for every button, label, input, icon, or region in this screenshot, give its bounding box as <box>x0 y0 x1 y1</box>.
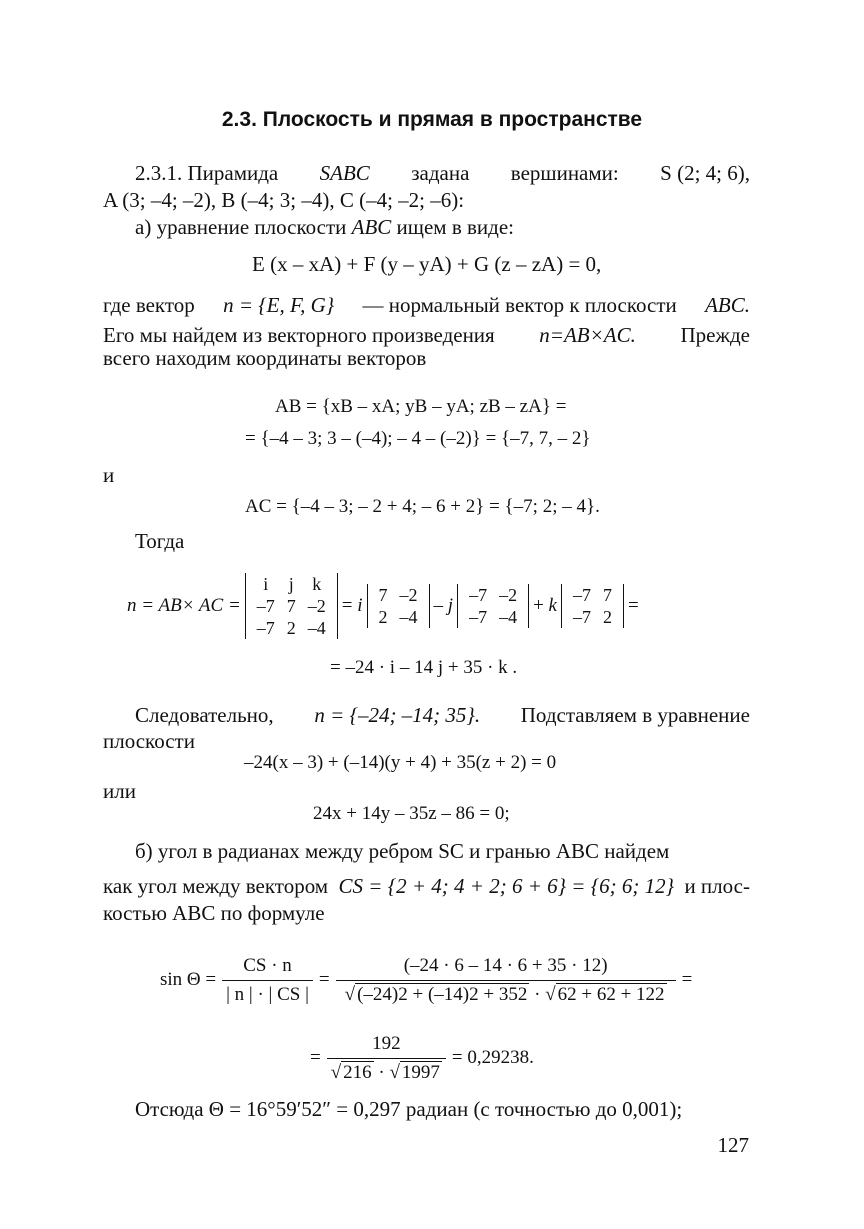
sine-formula <box>160 940 692 1020</box>
minor-cell: 2 <box>602 607 612 627</box>
minor-cell: –7 <box>469 585 488 605</box>
fraction-2-denominator: √ (–24)2 + (–14)2 + 352 · √ 62 + 62 + 122 <box>344 983 665 1005</box>
fraction-1-numerator: CS · n <box>222 955 313 981</box>
sine-fraction-1 <box>222 955 313 1006</box>
sine-lhs: sin Θ = <box>160 969 217 990</box>
problem-line-1 <box>135 160 750 187</box>
conjunction-and: и <box>103 463 115 487</box>
eq-sign: = <box>318 969 330 990</box>
minor-cell: 7 <box>378 585 388 605</box>
det-cell: i <box>263 574 269 594</box>
sine-value: = 0,29238. <box>451 1047 534 1068</box>
minor-cell: –4 <box>399 607 418 627</box>
sine-result <box>310 1028 534 1088</box>
normal-vector-def: n = {E, F, G} <box>223 293 335 317</box>
cross-product-expr: n=AB×AC. <box>539 323 636 347</box>
vector-ab-value: = {–4 – 3; 3 – (–4); – 4 – (–2)} = {–7, 7, – 2} <box>245 428 591 449</box>
minor-cell: –4 <box>499 607 518 627</box>
text-substitute: Подставляем в уравнение <box>520 703 750 727</box>
det-cell: –7 <box>256 618 275 638</box>
text-therefore: Следовательно, <box>135 703 274 727</box>
det-cell: 7 <box>286 596 296 616</box>
problem-line-3 <box>135 214 514 241</box>
plane-final-equation: 24x + 14y – 35z – 86 = 0; <box>313 803 510 824</box>
word-given: задана <box>411 161 470 185</box>
page-number: 127 <box>717 1133 749 1157</box>
det-cell: k <box>312 574 322 594</box>
section-heading: 2.3. Плоскость и прямая в пространстве <box>221 108 643 131</box>
text-line-normal-vector <box>103 292 750 319</box>
text-plane: плоскости <box>103 729 195 753</box>
sqrt-1997: √ 1997 <box>389 1061 440 1083</box>
det-cell: –7 <box>256 596 275 616</box>
normal-vector-value: n = {–24; –14; 35}. <box>314 703 481 727</box>
minor-cell: –7 <box>572 607 591 627</box>
text-angle-between: как угол между вектором <box>103 874 329 898</box>
fraction-3-denominator: √ 216 · √ 1997 <box>330 1061 440 1083</box>
text-plane-hyphen: и плос- <box>684 874 750 898</box>
determinant-3x3 <box>245 573 338 639</box>
sqrt-b: √ 62 + 62 + 122 <box>545 983 665 1005</box>
line3-text-a: а) уравнение плоскости <box>135 215 347 239</box>
fraction-1-denominator: | n | · | CS | <box>226 983 309 1005</box>
text-line-therefore <box>135 702 750 729</box>
line3-text-b: ищем в виде: <box>396 215 514 239</box>
text-angle-line-1: б) угол в радианах между ребром SC и гранью ABC найдем <box>135 839 670 863</box>
text-first: Прежде <box>680 323 750 347</box>
text-angle-result: Отсюда Θ = 16°59′52″ = 0,297 радиан (с точностью до 0,001); <box>135 1097 683 1121</box>
minor-cell: 7 <box>602 585 612 605</box>
minor-1 <box>367 584 430 628</box>
det-cell: –4 <box>307 618 326 638</box>
problem-line-2: A (3; –4; –2), B (–4; 3; –4), C (–4; –2; –6): <box>103 188 465 212</box>
cross-product-determinant <box>127 564 639 648</box>
minor-cell: –2 <box>499 585 518 605</box>
fraction-3-numerator: 192 <box>327 1033 446 1059</box>
eq-sign: = <box>681 969 693 990</box>
text-angle-line-2 <box>103 873 750 900</box>
minor-2 <box>457 584 529 628</box>
minor-cell: –7 <box>572 585 591 605</box>
minor-cell: –7 <box>469 607 488 627</box>
text-line-coordinates: всего находим координаты векторов <box>103 346 427 370</box>
sqrt-216: √ 216 <box>330 1061 372 1083</box>
vector-ac-value: AC = {–4 – 3; – 2 + 4; – 6 + 2} = {–7; 2; – 4}. <box>245 496 600 517</box>
normal-vector-result: = –24 · i – 14 j + 35 · k . <box>330 657 518 678</box>
plane-abc-label: ABC. <box>705 293 750 317</box>
vector-ab-definition: AB = {xB – xA; yB – yA; zB – zA} = <box>275 396 567 417</box>
plus-k: + k <box>533 595 557 616</box>
eq-sign: = <box>310 1047 321 1068</box>
sine-fraction-3 <box>327 1033 446 1084</box>
plane-substituted-equation: –24(x – 3) + (–14)(y + 4) + 35(z + 2) = 0 <box>244 752 557 773</box>
det-cell: –2 <box>307 596 326 616</box>
sine-fraction-2 <box>336 955 676 1006</box>
n-symbol: n = AB× AC = <box>127 595 241 616</box>
det-cell: 2 <box>286 618 296 638</box>
pyramid-name: SABC <box>319 161 370 185</box>
minor-3 <box>561 584 624 628</box>
text-by-formula: костью ABC по формуле <box>103 901 325 925</box>
text-normal-to-plane: — нормальный вектор к плоскости <box>362 293 677 317</box>
problem-number: 2.3.1. Пирамида <box>135 161 279 185</box>
minus-j: – j <box>433 595 454 616</box>
conjunction-or: или <box>103 779 136 803</box>
minor-cell: –2 <box>399 585 418 605</box>
eq-i: = i <box>341 595 363 616</box>
plane-general-equation: E (x – xA) + F (y – yA) + G (z – zA) = 0, <box>252 252 602 276</box>
vertex-s: S (2; 4; 6), <box>660 161 750 185</box>
vector-cs-value: CS = {2 + 4; 4 + 2; 6 + 6} = {6; 6; 12} <box>338 874 674 898</box>
word-then: Тогда <box>135 529 185 553</box>
eq-sign: = <box>627 595 639 616</box>
sqrt-a: √ (–24)2 + (–14)2 + 352 <box>344 983 528 1005</box>
line3-abc: ABC <box>351 215 392 239</box>
text-where-vector: где вектор <box>103 293 195 317</box>
det-cell: j <box>288 574 294 594</box>
minor-cell: 2 <box>378 607 388 627</box>
fraction-2-numerator: (–24 · 6 – 14 · 6 + 35 · 12) <box>336 955 676 981</box>
word-vertices: вершинами: <box>510 161 619 185</box>
text-cross-product: Его мы найдем из векторного произведения <box>103 323 495 347</box>
